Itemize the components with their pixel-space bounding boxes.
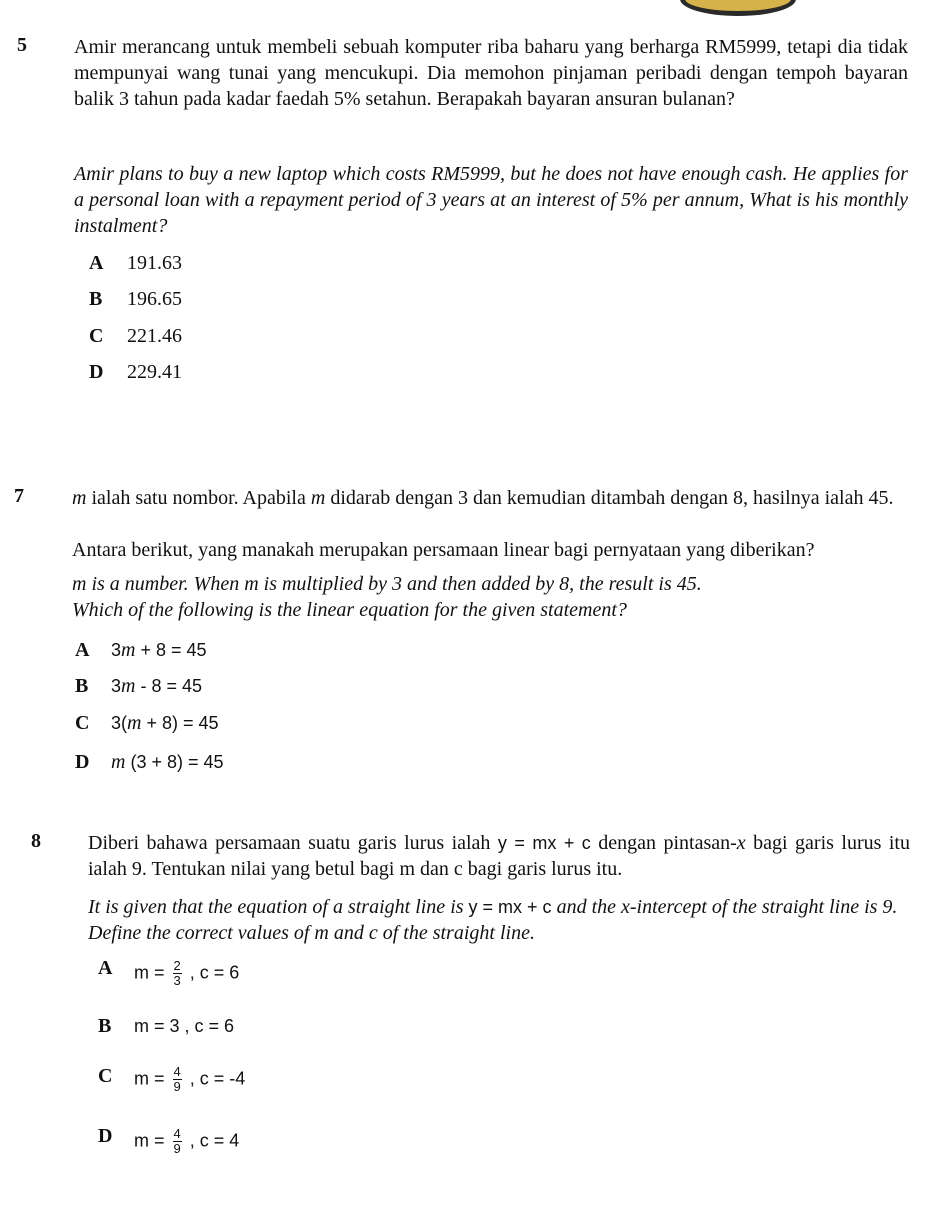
option-equation: m = $\frac{4}{9}$ , c = 4 (134, 1126, 240, 1156)
question-text-malay: Diberi bahawa persamaan suatu garis lurus ialah y = mx + c dengan pintasan-x bagi garis lurus itu ialah 9. Tentukan nilai yang betul bagi m dan c bagi garis lurus itu. (88, 832, 910, 880)
option-equation: m = $\frac{4}{9}$ , c = -4 (134, 1064, 246, 1094)
question-text-english: Amir plans to buy a new laptop which costs RM5999, but he does not have enough cash. He applies for a personal loan with a repayment period of 3 years at an interest of 5% per annum, What is his monthly instalment? (74, 163, 908, 237)
option-letter: D (75, 751, 90, 773)
fraction: $\frac{2}{3}$ (173, 958, 181, 988)
option-letter: B (75, 675, 89, 697)
variable-m: m (310, 487, 326, 509)
option-letter: A (89, 252, 104, 274)
question-number: 8 (31, 830, 41, 852)
variable-m: m (72, 487, 87, 509)
question-text-malay: m ialah satu nombor. Apabila m didarab dengan 3 dan kemudian ditambah dengan 8, hasilnya ialah 45. (72, 487, 894, 509)
question-prompt-english: Which of the following is the linear equation for the given statement? (72, 599, 627, 621)
option-text: 221.46 (127, 325, 182, 347)
option-a[interactable] (98, 955, 398, 995)
question-text-english: It is given that the equation of a straight line is y = mx + c and the x-intercept of the straight line is 9. Define the correct values of m and c of the straight line. (88, 896, 898, 944)
option-equation: m = 3 , c = 6 (134, 1016, 235, 1036)
option-letter: D (98, 1125, 113, 1147)
option-letter: A (75, 639, 90, 661)
option-d[interactable] (98, 1123, 398, 1163)
option-text: 196.65 (127, 288, 182, 310)
fraction: $\frac{4}{9}$ (173, 1064, 181, 1094)
option-equation: 3(m + 8) = 45 (111, 712, 219, 734)
line-equation: y = mx + c (468, 897, 552, 917)
option-letter: D (89, 361, 104, 383)
question-text-english: m is a number. When m is multiplied by 3 and then added by 8, the result is 45. (72, 573, 702, 595)
option-letter: B (89, 288, 103, 310)
option-text: 229.41 (127, 361, 182, 383)
option-b[interactable] (98, 1013, 398, 1039)
option-letter: C (98, 1065, 113, 1087)
option-letter: C (75, 712, 90, 734)
question-number: 5 (17, 34, 27, 56)
question-number: 7 (14, 485, 24, 507)
fraction: $\frac{4}{9}$ (173, 1126, 181, 1156)
option-equation: 3m + 8 = 45 (111, 639, 207, 661)
question-text-malay: Amir merancang untuk membeli sebuah komputer riba baharu yang berharga RM5999, tetapi dia tidak mempunyai wang tunai yang mencukupi. Dia memohon pinjaman peribadi dengan tempoh bayaran balik 3 tahun pada kadar faedah 5% setahun. Berapakah bayaran ansuran bulanan? (74, 36, 908, 110)
question-prompt-malay: Antara berikut, yang manakah merupakan persamaan linear bagi pernyataan yang diberikan? (72, 539, 815, 561)
option-letter: A (98, 957, 113, 979)
option-c[interactable] (98, 1063, 398, 1103)
line-equation: y = mx + c (497, 833, 591, 853)
option-letter: B (98, 1015, 112, 1037)
option-text: 191.63 (127, 252, 182, 274)
option-equation: m = $\frac{2}{3}$ , c = 6 (134, 958, 240, 988)
option-letter: C (89, 325, 104, 347)
option-equation: m (3 + 8) = 45 (111, 751, 224, 773)
option-equation: 3m - 8 = 45 (111, 675, 203, 697)
